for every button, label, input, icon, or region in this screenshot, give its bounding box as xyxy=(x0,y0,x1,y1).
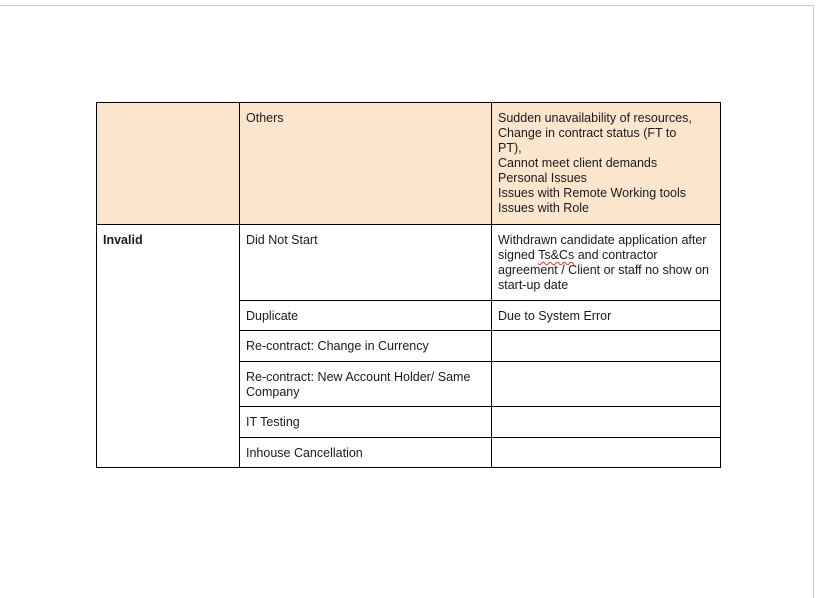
reason-line: PT), xyxy=(498,141,522,155)
type-cell[interactable]: Re-contract: New Account Holder/ Same Company xyxy=(240,362,492,407)
type-cell[interactable]: Re-contract: Change in Currency xyxy=(240,331,492,362)
reason-line: Sudden unavailability of resources, xyxy=(498,111,692,125)
spellcheck-flagged-word[interactable]: Ts&Cs xyxy=(538,248,575,262)
category-cell[interactable] xyxy=(97,103,240,225)
reason-line: Issues with Remote Working tools xyxy=(498,186,687,200)
reason-text: and contractor agreement / Client or staff no show on start-up date xyxy=(498,248,709,292)
type-cell[interactable]: Others xyxy=(240,103,492,225)
reason-cell[interactable] xyxy=(492,331,721,362)
reason-line: Personal Issues xyxy=(498,171,587,185)
reason-text: Withdrawn candidate application after signed xyxy=(498,233,707,262)
type-cell[interactable]: Did Not Start xyxy=(240,225,492,301)
table-row xyxy=(97,225,721,301)
reason-cell[interactable] xyxy=(492,362,721,407)
type-cell[interactable]: Duplicate xyxy=(240,301,492,331)
reason-cell[interactable]: Due to System Error xyxy=(492,301,721,331)
reasons-table xyxy=(96,102,721,468)
type-cell[interactable]: IT Testing xyxy=(240,407,492,438)
reason-cell[interactable] xyxy=(492,407,721,438)
reason-line: Issues with Role xyxy=(498,201,590,215)
reason-cell[interactable] xyxy=(492,438,721,468)
category-cell-invalid[interactable]: Invalid xyxy=(97,225,240,468)
reason-line: Cannot meet client demands xyxy=(498,156,658,170)
reason-cell[interactable] xyxy=(492,103,721,225)
type-cell[interactable]: Inhouse Cancellation xyxy=(240,438,492,468)
reason-line: Change in contract status (FT to xyxy=(498,126,677,140)
reason-cell[interactable] xyxy=(492,225,721,301)
table-row xyxy=(97,103,721,225)
